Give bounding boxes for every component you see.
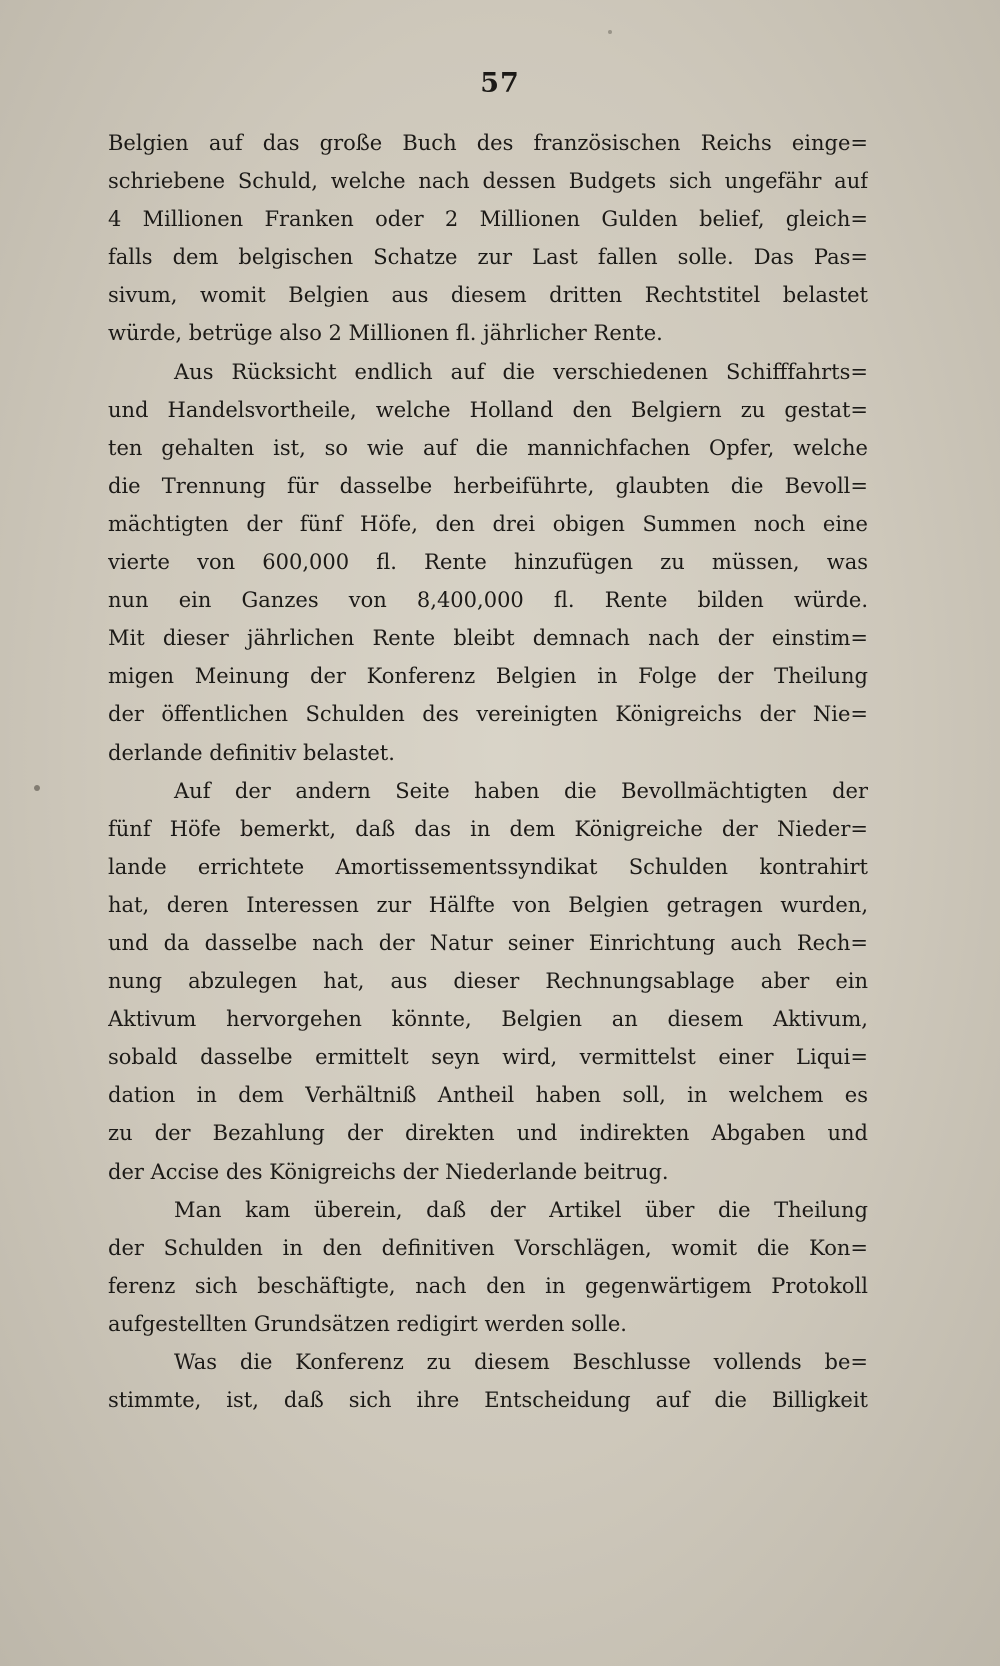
text-line: Aus Rücksicht endlich auf die verschiedenen Schifffahrts= [174, 359, 868, 384]
text-line: dation in dem Verhältniß Antheil haben soll, in welchem es [108, 1083, 868, 1108]
text-line: der Accise des Königreichs der Niederlande beitrug. [108, 1159, 669, 1184]
text-line: der Schulden in den definitiven Vorschlägen, womit die Kon= [108, 1235, 868, 1260]
text-line: Man kam überein, daß der Artikel über die Theilung [174, 1197, 868, 1222]
text-line: 4 Millionen Franken oder 2 Millionen Gulden belief, gleich= [108, 207, 868, 232]
text-line: ferenz sich beschäftigte, nach den in gegenwärtigem Protokoll [108, 1273, 868, 1298]
text-line: aufgestellten Grundsätzen redigirt werden solle. [108, 1311, 627, 1336]
text-line: Belgien auf das große Buch des französischen Reichs einge= [108, 131, 868, 155]
text-line: stimmte, ist, daß sich ihre Entscheidung auf die Billigkeit [108, 1388, 868, 1413]
text-line: Aktivum hervorgehen könnte, Belgien an diesem Aktivum, [108, 1007, 868, 1032]
text-line: der öffentlichen Schulden des vereinigten Königreichs der Nie= [108, 702, 868, 727]
text-line: falls dem belgischen Schatze zur Last fallen solle. Das Pas= [108, 245, 868, 270]
text-line: zu der Bezahlung der direkten und indirekten Abgaben und [108, 1121, 868, 1146]
text-line: und da dasselbe nach der Natur seiner Einrichtung auch Rech= [108, 930, 868, 955]
body-text [108, 124, 868, 1419]
paper-speck [608, 30, 612, 34]
text-line: migen Meinung der Konferenz Belgien in Folge der Theilung [108, 664, 868, 689]
text-line: nung abzulegen hat, aus dieser Rechnungsablage aber ein [108, 969, 868, 994]
text-line: fünf Höfe bemerkt, daß das in dem Königreiche der Nieder= [108, 816, 868, 841]
text-line: schriebene Schuld, welche nach dessen Budgets sich ungefähr auf [108, 169, 868, 194]
text-line: würde, betrüge also 2 Millionen fl. jährlicher Rente. [108, 321, 663, 346]
text-line: die Trennung für dasselbe herbeiführte, glaubten die Bevoll= [108, 473, 868, 498]
page-number: 57 [480, 68, 520, 99]
text-line: Mit dieser jährlichen Rente bleibt demnach nach der einstim= [108, 626, 868, 651]
text-line: vierte von 600,000 fl. Rente hinzufügen zu müssen, was [108, 550, 868, 575]
text-line: lande errichtete Amortissementssyndikat Schulden kontrahirt [108, 854, 868, 879]
text-line: nun ein Ganzes von 8,400,000 fl. Rente bilden würde. [108, 588, 868, 613]
text-line: sivum, womit Belgien aus diesem dritten Rechtstitel belastet [108, 283, 868, 308]
text-line: derlande definitiv belastet. [108, 740, 395, 765]
text-line: ten gehalten ist, so wie auf die mannichfachen Opfer, welche [108, 435, 868, 460]
paper-speck [34, 785, 40, 791]
text-line: sobald dasselbe ermittelt seyn wird, vermittelst einer Liqui= [108, 1045, 868, 1070]
text-line: mächtigten der fünf Höfe, den drei obigen Summen noch eine [108, 511, 868, 536]
text-line: Was die Konferenz zu diesem Beschlusse vollends be= [174, 1350, 868, 1374]
text-line: Auf der andern Seite haben die Bevollmächtigten der [174, 778, 868, 803]
text-line: und Handelsvortheile, welche Holland den Belgiern zu gestat= [108, 397, 868, 422]
text-line: hat, deren Interessen zur Hälfte von Belgien getragen wurden, [108, 892, 868, 917]
